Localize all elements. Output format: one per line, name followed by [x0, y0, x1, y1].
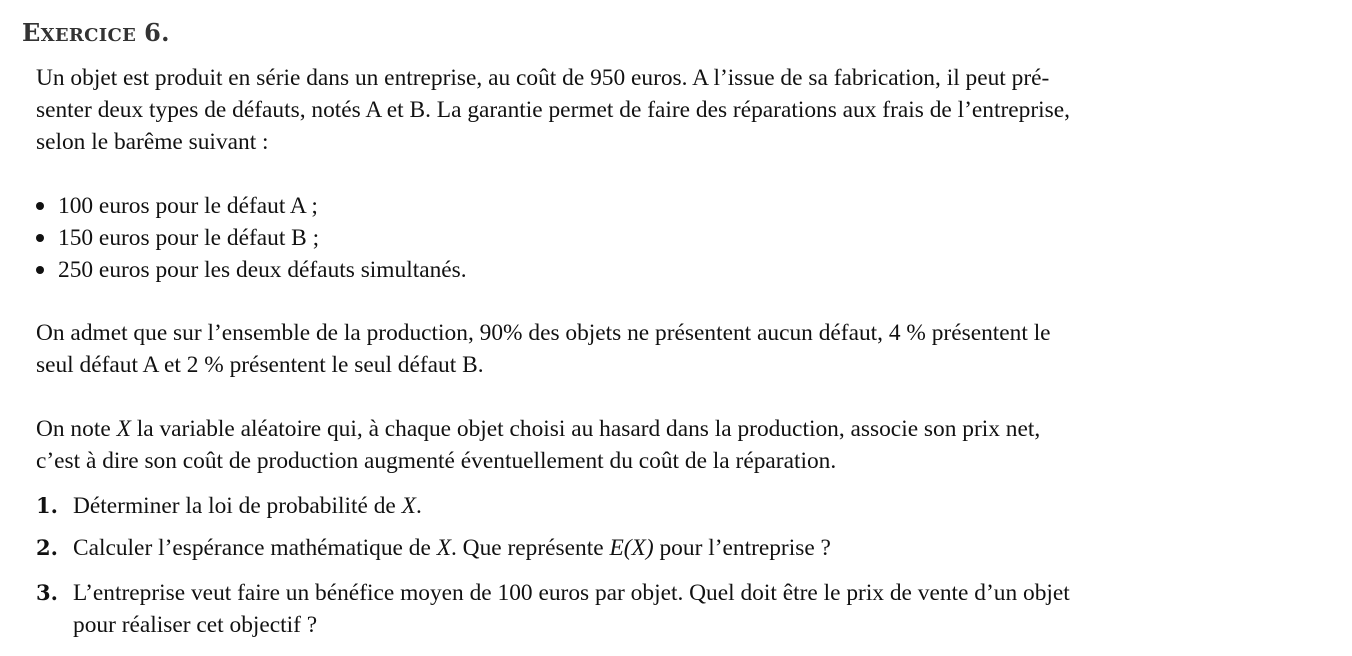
list-item: [36, 254, 1326, 286]
question-number: 2.: [36, 535, 58, 560]
question-end: pour l’entreprise ?: [659, 535, 831, 561]
variable-line-2: c’est à dire son coût de production augmenté éventuellement du coût de la réparation.: [36, 448, 837, 474]
intro-line-2: senter deux types de défauts, notés A et B. La garantie permet de faire des réparations aux frais de l’entreprise,: [36, 97, 1070, 123]
question-text-line-2: pour réaliser cet objectif ?: [73, 612, 318, 638]
variable-x: X: [116, 416, 131, 442]
variable-line-1-after: la variable aléatoire qui, à chaque objet choisi au hasard dans la production, associe son prix net,: [136, 416, 1041, 442]
question-var: X: [401, 493, 416, 519]
list-item-text: 100 euros pour le défaut A ;: [58, 193, 318, 219]
question-number: 1.: [36, 493, 58, 518]
bullet-icon: [36, 266, 44, 274]
question-2: [36, 532, 1326, 564]
defects-line-2: seul défaut A et 2 % présentent le seul défaut B.: [36, 352, 484, 378]
intro-paragraph: [36, 62, 1326, 158]
variable-line-1: [36, 413, 1326, 445]
bullet-icon: [36, 234, 44, 242]
title-first-letter: E: [22, 18, 41, 47]
question-text: Calculer l’espérance mathématique de: [73, 535, 431, 561]
bullet-icon: [36, 202, 44, 210]
question-3: [36, 577, 1326, 641]
list-item-text: 250 euros pour les deux défauts simultanés.: [58, 257, 467, 283]
intro-line-1-text: Un objet est produit en série dans un entreprise, au coût de 950 euros. A l’issue de sa fabrication, il peut pré-: [36, 65, 1050, 91]
variable-paragraph: [36, 413, 1326, 477]
intro-line-1: [36, 62, 1326, 94]
list-item: [36, 190, 1326, 222]
variable-line-1-before: On note: [36, 416, 111, 442]
question-text: Déterminer la loi de probabilité de: [73, 493, 396, 519]
question-middle: . Que représente: [450, 535, 604, 561]
question-end: .: [415, 493, 422, 519]
question-text-line-1: L’entreprise veut faire un bénéfice moyen de 100 euros par objet. Quel doit être le prix de vente d’un objet: [73, 580, 1070, 606]
defects-line-1: On admet que sur l’ensemble de la production, 90% des objets ne présentent aucun défaut, 4 % présentent le: [36, 320, 1051, 346]
intro-line-3: selon le barême suivant :: [36, 129, 269, 155]
question-expression: E(X): [609, 535, 654, 561]
list-item-text: 150 euros pour le défaut B ;: [58, 225, 320, 251]
title-number: 6.: [144, 18, 170, 47]
question-var: X: [436, 535, 451, 561]
defects-paragraph: [36, 317, 1326, 381]
question-1: [36, 490, 1326, 522]
exercise-title: [22, 18, 170, 47]
tariff-list: [36, 190, 1326, 286]
question-number: 3.: [36, 580, 58, 605]
title-rest: XERCICE: [40, 25, 137, 46]
list-item: [36, 222, 1326, 254]
